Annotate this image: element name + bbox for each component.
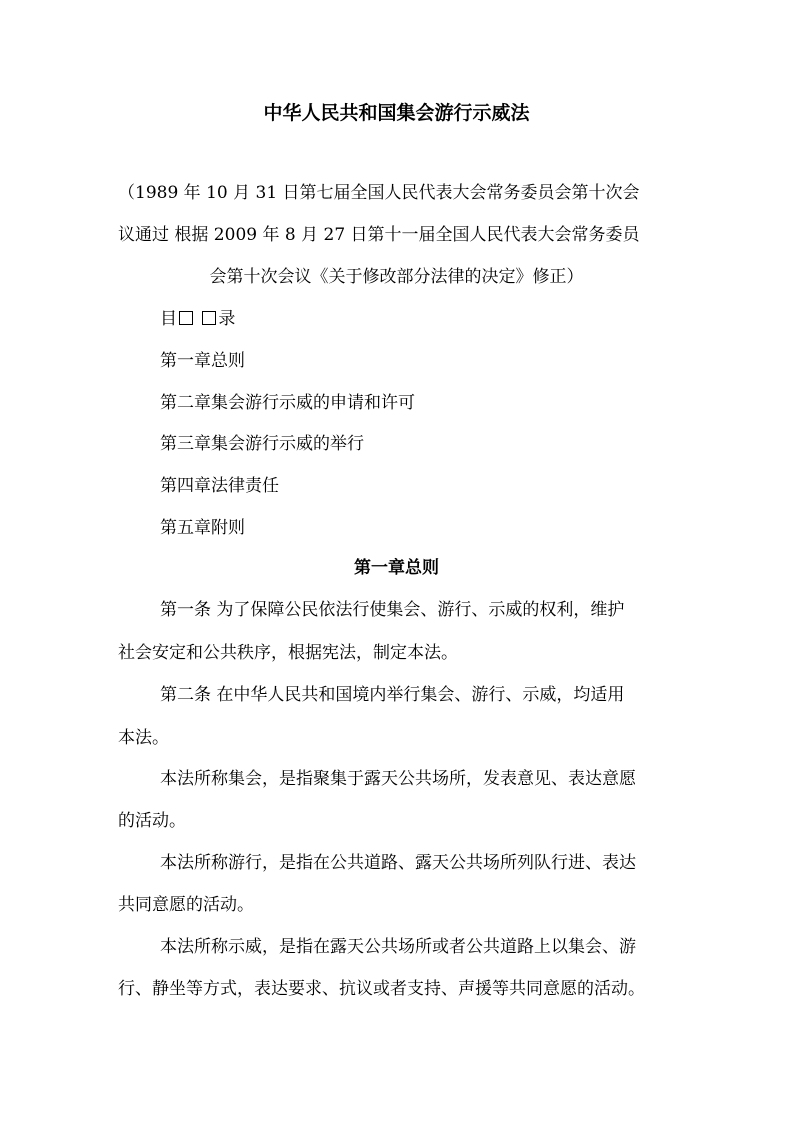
- placeholder-box-icon: [202, 311, 216, 325]
- toc-heading-end: 录: [218, 309, 236, 329]
- placeholder-box-icon: [179, 311, 193, 325]
- article-line: 本法所称游行，是指在公共道路、露天公共场所列队行进、表达: [160, 853, 636, 873]
- preamble-line: 议通过 根据 2009 年 8 月 27 日第十一届全国人民代表大会常务委员: [118, 225, 640, 245]
- article-line: 本法所称示威，是指在露天公共场所或者公共道路上以集会、游: [160, 937, 636, 957]
- article-line: 行、静坐等方式，表达要求、抗议或者支持、声援等共同意愿的活动。: [118, 979, 645, 999]
- chapter-heading: 第一章总则: [354, 558, 439, 578]
- article-line: 第一条 为了保障公民依法行使集会、游行、示威的权利，维护: [160, 600, 625, 620]
- article-line: 的活动。: [118, 811, 186, 831]
- preamble-line: 会第十次会议《关于修改部分法律的决定》修正）: [209, 267, 584, 287]
- article-line: 社会安定和公共秩序，根据宪法，制定本法。: [118, 643, 458, 663]
- article-line: 共同意愿的活动。: [118, 895, 254, 915]
- article-line: 本法。: [118, 728, 169, 748]
- toc-heading: [160, 307, 235, 331]
- document-title: 中华人民共和国集会游行示威法: [263, 102, 530, 124]
- preamble-line: （1989 年 10 月 31 日第七届全国人民代表大会常务委员会第十次会: [118, 183, 640, 203]
- toc-item: 第五章附则: [160, 518, 245, 538]
- toc-heading-start: 目: [160, 309, 177, 329]
- toc-item: 第三章集会游行示威的举行: [160, 434, 364, 454]
- article-line: 第二条 在中华人民共和国境内举行集会、游行、示威，均适用: [160, 685, 625, 705]
- article-line: 本法所称集会，是指聚集于露天公共场所，发表意见、表达意愿: [160, 769, 636, 789]
- toc-item: 第一章总则: [160, 351, 245, 371]
- toc-item: 第二章集会游行示威的申请和许可: [160, 393, 415, 413]
- toc-item: 第四章法律责任: [160, 476, 279, 496]
